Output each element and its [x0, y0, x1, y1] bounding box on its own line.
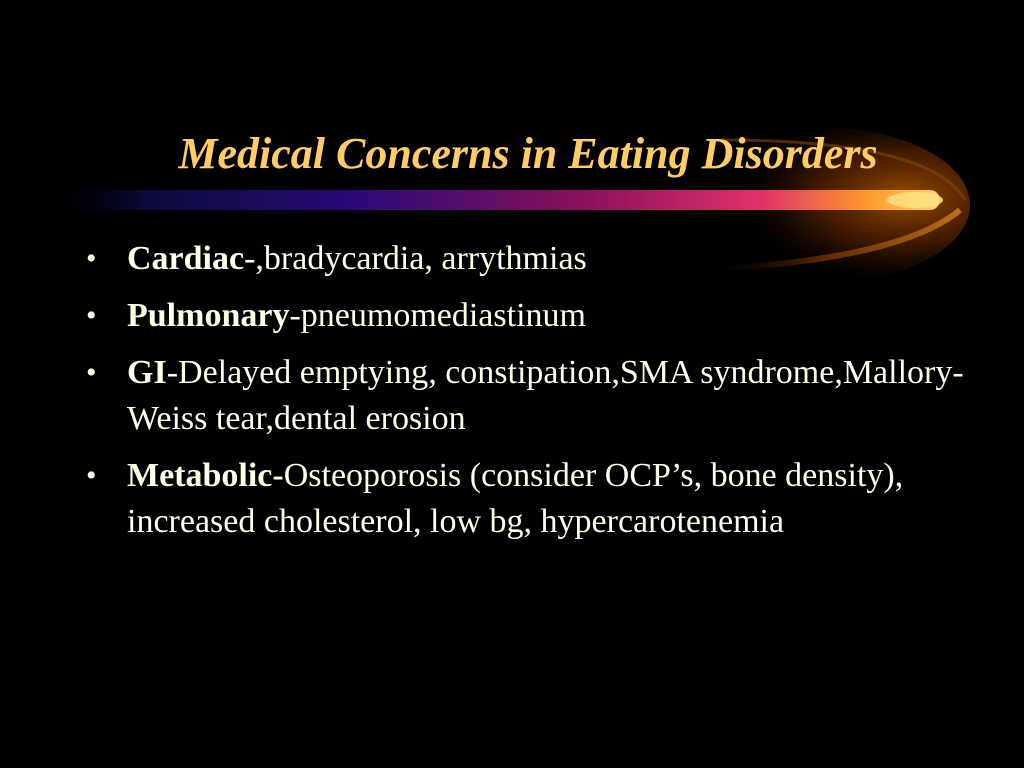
bullet-item-metabolic [86, 453, 966, 545]
bullet-term: GI [127, 354, 167, 391]
bullet-text: -,bradycardia, arrythmias [244, 240, 587, 277]
bullet-text: -pneumomediastinum [289, 297, 586, 334]
bullet-item-cardiac [86, 236, 966, 282]
bullet-term: Pulmonary [127, 297, 290, 334]
bullet-icon: • [86, 299, 97, 332]
bullet-term: Metabolic- [127, 457, 284, 494]
bullet-item-pulmonary [86, 293, 966, 339]
bullet-text: -Delayed emptying, constipation,SMA syndrome,Mallory-Weiss tear,dental erosion [127, 354, 964, 437]
bullet-icon: • [86, 242, 97, 275]
bullet-icon: • [86, 356, 97, 389]
bullet-list [86, 236, 966, 556]
bullet-text: Osteoporosis (consider OCP’s, bone density), increased cholesterol, low bg, hypercarotenemia [127, 457, 904, 540]
bullet-icon: • [86, 459, 97, 492]
bullet-term: Cardiac [127, 240, 245, 277]
bullet-item-gi [86, 350, 966, 442]
slide-title: Medical Concerns in Eating Disorders [178, 129, 878, 178]
